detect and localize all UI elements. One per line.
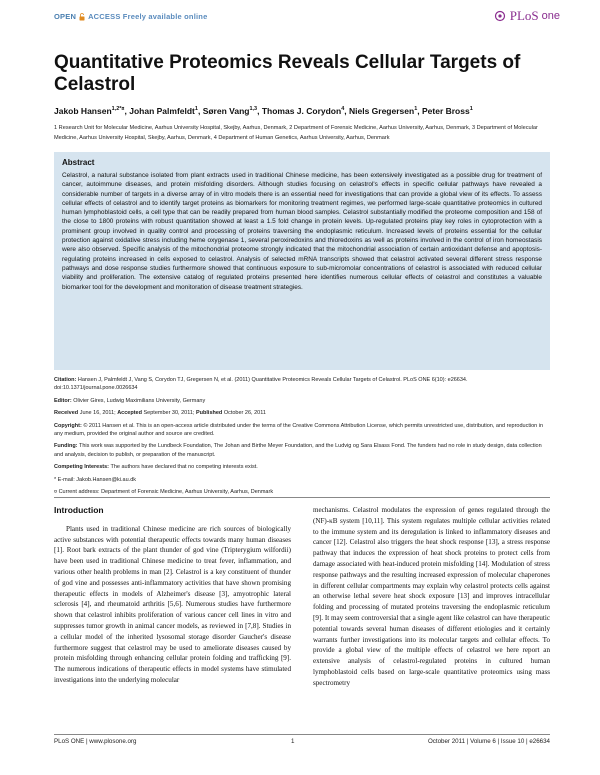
current-address: ¤ Current address: Department of Forensic Medicine, Aarhus University, Aarhus, Denmark <box>54 489 274 496</box>
copyright: Copyright: © 2011 Hansen et al. This is an open-access article distributed under the terms of the Creative Commons Attribution License, which permits unrestricted use, distribution, and reproduction in any medium, provided the original author and source are credited. <box>54 422 544 438</box>
abstract-text: Celastrol, a natural substance isolated from plant extracts used in traditional Chinese medicine, has been extensively investigated as a possible drug for treatment of cancer, autoimmune diseases, and protein misfolding disorders. Although studies focusing on celastrol's effects in specific cellular pathways have revealed a considerable number of targets in a diverse array of in vitro models there is an essential need for investigations that can provide a global view of its effects. To assess cellular effects of celastrol and to identify target proteins as biomarkers for monitoring treatment regimes, we performed large-scale quantitative proteomics in cultured human lymphoblastoid cells, a cell type that can be readily prepared from human blood samples. Celastrol substantially modified the proteome composition and 158 of the close to 1800 proteins with robust quantitation showed at least a 1.5 fold change in protein levels. Up-regulated proteins play key roles in cytoprotection with a prominent group involved in quality control and processing of proteins traversing the endoplasmic reticulum. Increased levels of proteins essential for the cellular protection against oxidative stress including heme oxygenase 1, several peroxiredoxins and thioredoxins as well as proteins involved in the control of iron homeostasis were also observed. Specific analysis of the mitochondrial proteome strongly indicated that the mitochondrial association of certain antioxidant defense and apoptosis-regulating proteins increased in cells exposed to celastrol. Analysis of selected mRNA transcripts showed that celastrol activated several different stress response pathways and dose response studies furthermore showed that continuous exposure to sub-micromolar concentrations of celastrol is associated with reduced cellular viability and proliferation. The extensive catalog of regulated proteins presented here identifies numerous cellular effects of celastrol and constitutes a valuable biomarker tool for the development and monitoration of disease treatment strategies. <box>62 172 542 291</box>
footer-divider <box>54 734 550 735</box>
open-lock-icon <box>79 13 85 21</box>
plos-logo-icon <box>493 10 507 22</box>
journal-logo <box>493 8 560 24</box>
author: Niels Gregersen$^1$ <box>348 106 418 116</box>
affiliations: 1 Research Unit for Molecular Medicine, Aarhus University Hospital, Skejby, Aarhus, Denmark, 2 Department of Forensic Medicine, Aarhus University, Aarhus, Denmark, 3 Department of Molecular Medicine, Aarhus University Hospital, Skejby, Aarhus, Denmark, 4 Department of Human Genetics, Aarhus University, Aarhus, Denmark <box>54 125 538 141</box>
abstract-box <box>54 152 550 370</box>
divider <box>54 497 550 498</box>
dates: Received June 16, 2011; Accepted September 30, 2011; Published October 26, 2011 <box>54 410 266 417</box>
page-number: 1 <box>291 738 295 745</box>
competing-interests: Competing Interests: The authors have declared that no competing interests exist. <box>54 464 258 471</box>
citation: Citation: Hansen J, Palmfeldt J, Vang S, Corydon TJ, Gregersen N, et al. (2011) Quantitative Proteomics Reveals Cellular Targets of Celastrol. PLoS ONE 6(10): e26634. doi:10.1371/journal.pone.0026634 <box>54 377 468 392</box>
logo-plos-text: PLoS <box>509 8 539 23</box>
open-access-text: ACCESS Freely available online <box>88 12 208 21</box>
intro-right-column <box>313 505 550 689</box>
footer-journal: PLoS ONE | www.plosone.org <box>54 738 137 745</box>
author: Peter Bross$^1$ <box>421 106 473 116</box>
open-access-banner <box>54 12 207 21</box>
author: Johan Palmfeldt$^1$ <box>129 106 198 116</box>
editor: Editor: Olivier Gires, Ludwig Maximilians University, Germany <box>54 397 206 404</box>
intro-paragraph-continued: mechanisms. Celastrol modulates the expression of genes regulated through the (NF)-κB system [10,11]. This system regulates multiple cellular activities related to the immune system and its deregulation is linked to inflammatory diseases and cancer [12]. Celastrol also triggers the heat shock response [13], a stress response pathway that induces the expression of heat shock proteins to protect cells from damage associated with heat-induced protein misfolding [14]. Modulation of stress response pathways and the resulting increased expression of molecular chaperones in different cellular compartments may explain why celastrol protects cells against an otherwise lethal severe heat shock exposure [13] and improves intracellular folding and processing of mutated proteins traversing the endoplasmic reticulum [9]. It may seem controversial that a single agent like celastrol can have therapeutic potential towards several human diseases of different etiologies and it certainly warrants further investigations into its molecular targets and cellular effects. To provide a global view of the multiple effects of celastrol we here report an extensive analysis of celastrol-regulated proteins in cultured human lymphoblastoid cells based on large-scale quantitative proteomics using mass spectrometry <box>313 506 550 687</box>
author: Søren Vang$^{1,3}$ <box>202 106 258 116</box>
footer-issue: October 2011 | Volume 6 | Issue 10 | e26634 <box>427 738 550 745</box>
corresponding-email: * E-mail: Jakob.Hansen@ki.au.dk <box>54 476 137 483</box>
logo-one-text: one <box>541 10 560 22</box>
author: Thomas J. Corydon$^4$ <box>261 106 345 116</box>
article-metadata <box>54 376 550 500</box>
intro-heading: Introduction <box>54 505 104 515</box>
author: Jakob Hansen$^{1,2*¤}$ <box>54 106 125 116</box>
intro-paragraph: Plants used in traditional Chinese medicine are rich sources of biologically active substances with potential therapeutic effects towards many human diseases [1]. Root bark extracts of the plant thunder of god vine (Tripterygium wilfordii) have been used in traditional Chinese medicine to treat fever, inflammation, and various other health problems in man [2]. Celastrol is a key constituent of thunder of god vine and possesses anti-inflammatory activities that have shown promising therapeutic effects in models of Alzheimer's disease [3], amyotrophic lateral sclerosis [4], and rheumatoid arthritis [5,6]. Numerous studies have furthermore shown that celastrol inhibits proliferation of various cancer cell lines in vitro and suppresses tumor growth in animal cancer models, as reviewed in [7,8]. Studies in a cellular model of the inherited lysosomal storage disorder Gaucher's disease furthermore suggest that celastrol may be used to ameliorate diseases caused by protein misfolding through enhancing cellular protein folding and trafficking [9]. The numerous indications of therapeutic effects in model systems have stimulated investigations into the underlying molecular <box>54 524 291 684</box>
intro-left-column <box>54 505 291 686</box>
author-list: Jakob Hansen$^{1,2*¤}$, Johan Palmfeldt$^1$, Søren Vang$^{1,3}$, Thomas J. Corydon$^4$, Niels Gregersen$^1$, Peter Bross$^1$ <box>54 106 473 116</box>
funding: Funding: This work was supported by the Lundbeck Foundation, The Johan and Birthe Meyer Foundation, and the Ludvig og Sara Elsass Fond. The funders had no role in study design, data collection and analysis, decision to publish, or preparation of the manuscript. <box>54 443 542 458</box>
page-footer <box>54 738 550 750</box>
paper-title: Quantitative Proteomics Reveals Cellular Targets of Celastrol <box>54 52 521 95</box>
open-access-label: OPEN <box>54 12 77 21</box>
journal-header <box>0 0 600 32</box>
abstract-heading: Abstract <box>62 158 95 167</box>
